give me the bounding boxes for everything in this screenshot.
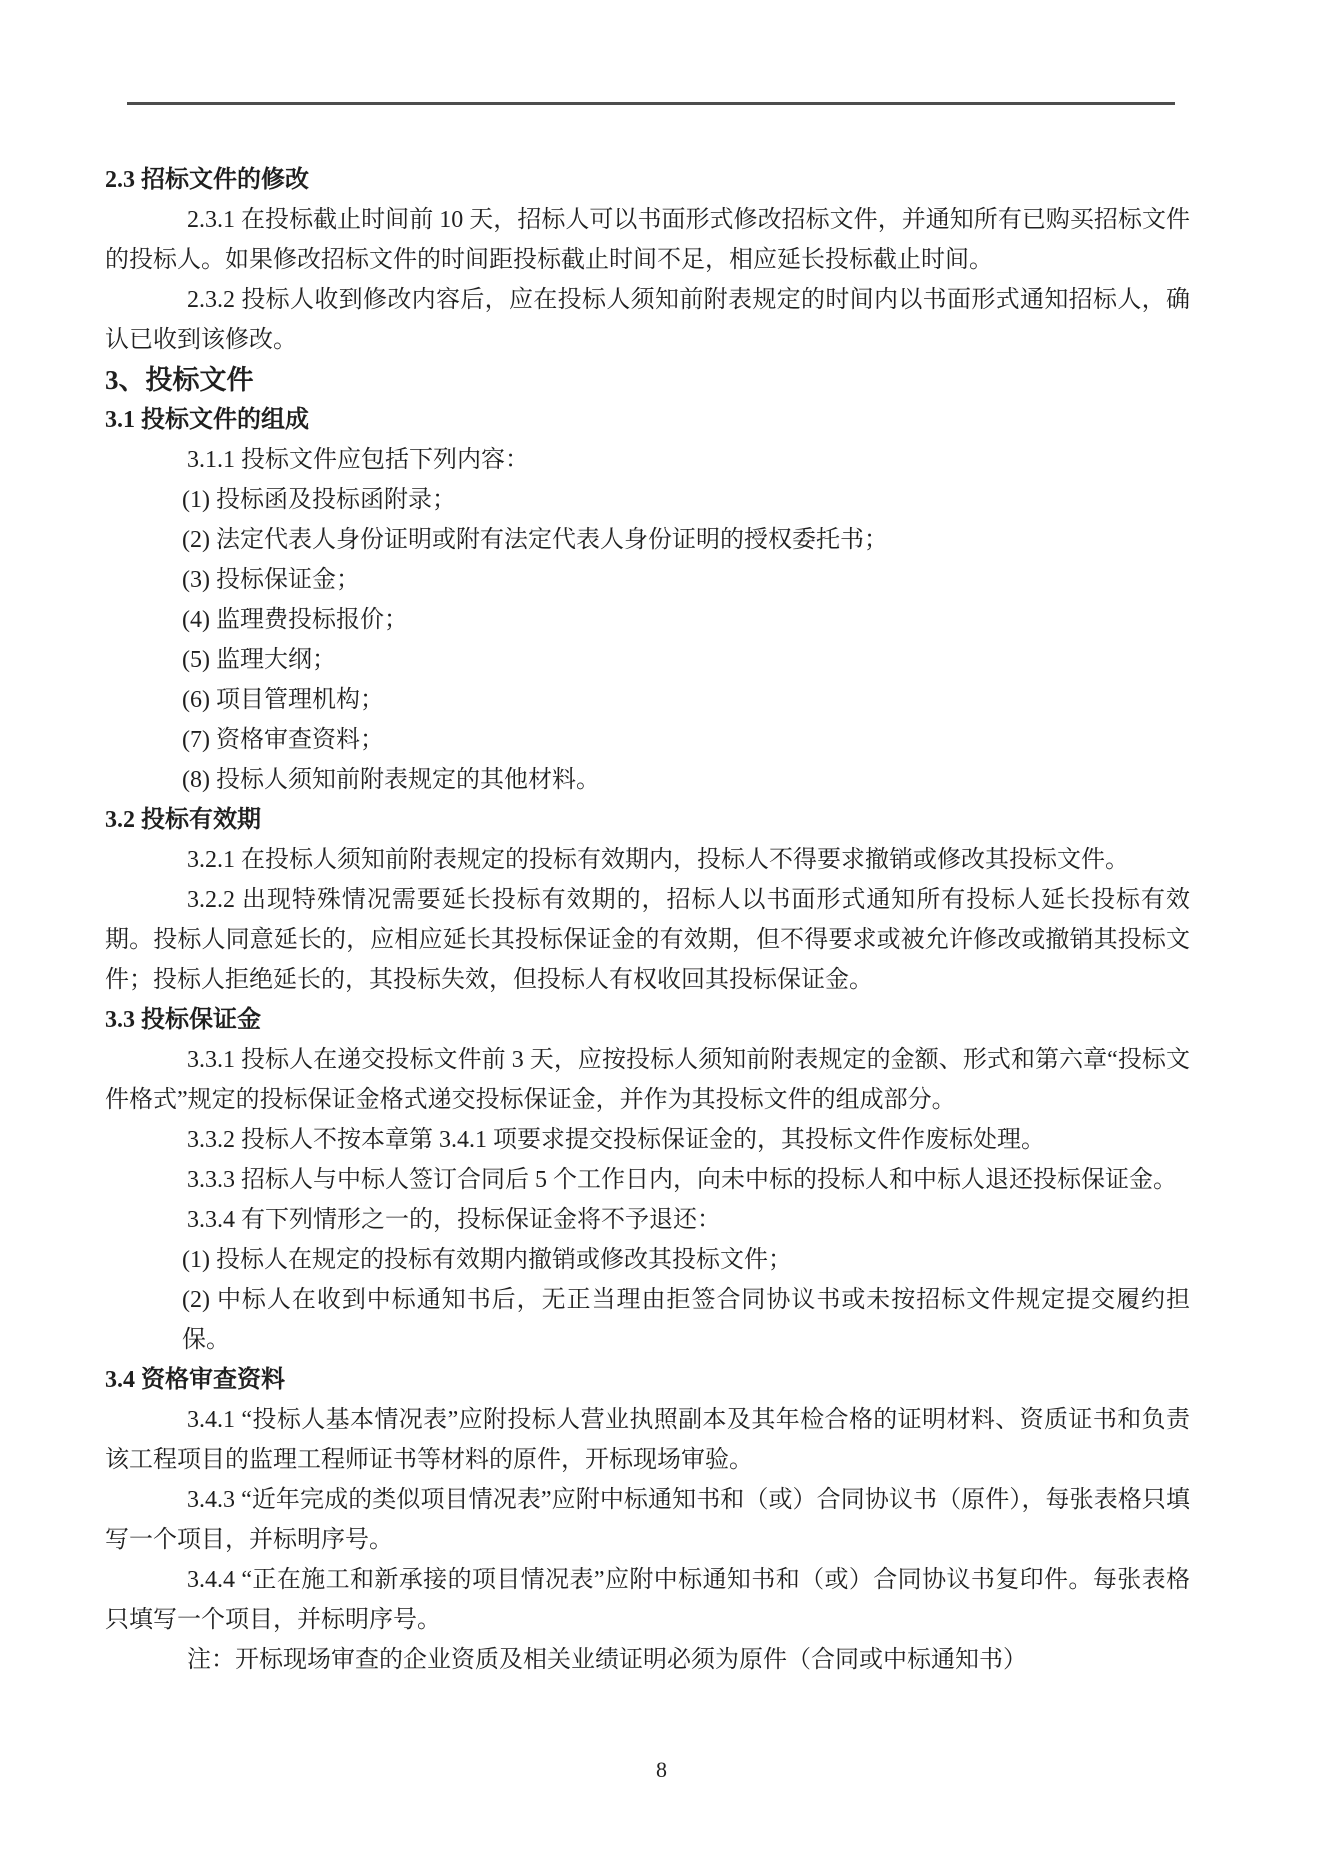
note-paragraph: 注：开标现场审查的企业资质及相关业绩证明必须为原件（合同或中标通知书）: [187, 1647, 1027, 1673]
heading-3-4-qualification-materials: 3.4 资格审查资料: [105, 1367, 285, 1393]
paragraph-3-3-1: 3.3.1 投标人在递交投标文件前 3 天，应按投标人须知前附表规定的金额、形式和第六章“投标文件格式”规定的投标保证金格式递交投标保证金，并作为其投标文件的组成部分。: [105, 1047, 1190, 1113]
paragraph-2-3-2: 2.3.2 投标人收到修改内容后，应在投标人须知前附表规定的时间内以书面形式通知招标人，确认已收到该修改。: [105, 287, 1190, 353]
paragraph-3-1-1: 3.1.1 投标文件应包括下列内容：: [187, 447, 529, 473]
list-item-8: (8) 投标人须知前附表规定的其他材料。: [182, 767, 600, 793]
forfeit-list-item-2: (2) 中标人在收到中标通知书后，无正当理由拒签合同协议书或未按招标文件规定提交履约担保。: [182, 1287, 1190, 1353]
paragraph-3-4-3: 3.4.3 “近年完成的类似项目情况表”应附中标通知书和（或）合同协议书（原件），每张表格只填写一个项目，并标明序号。: [105, 1487, 1190, 1553]
list-item-4: (4) 监理费投标报价；: [182, 607, 408, 633]
paragraph-3-2-1: 3.2.1 在投标人须知前附表规定的投标有效期内，投标人不得要求撤销或修改其投标文件。: [187, 847, 1129, 873]
heading-3-2-bid-validity: 3.2 投标有效期: [105, 807, 261, 833]
list-item-2: (2) 法定代表人身份证明或附有法定代表人身份证明的授权委托书；: [182, 527, 888, 553]
list-item-6: (6) 项目管理机构；: [182, 687, 384, 713]
heading-2-3-modification-of-tender-docs: 2.3 招标文件的修改: [105, 167, 309, 193]
list-item-1: (1) 投标函及投标函附录；: [182, 487, 456, 513]
list-item-3: (3) 投标保证金；: [182, 567, 360, 593]
paragraph-3-4-1: 3.4.1 “投标人基本情况表”应附投标人营业执照副本及其年检合格的证明材料、资质证书和负责该工程项目的监理工程师证书等材料的原件，开标现场审验。: [105, 1407, 1190, 1473]
heading-3-bid-documents: 3、投标文件: [105, 365, 254, 395]
paragraph-3-3-2: 3.3.2 投标人不按本章第 3.4.1 项要求提交投标保证金的，其投标文件作废标处理。: [187, 1127, 1045, 1153]
paragraph-3-4-4: 3.4.4 “正在施工和新承接的项目情况表”应附中标通知书和（或）合同协议书复印件。每张表格只填写一个项目，并标明序号。: [105, 1567, 1190, 1633]
header-rule: [127, 102, 1175, 105]
heading-3-3-bid-security: 3.3 投标保证金: [105, 1007, 261, 1033]
paragraph-2-3-1: 2.3.1 在投标截止时间前 10 天，招标人可以书面形式修改招标文件，并通知所有已购买招标文件的投标人。如果修改招标文件的时间距投标截止时间不足，相应延长投标截止时间。: [105, 207, 1190, 273]
paragraph-3-3-3: 3.3.3 招标人与中标人签订合同后 5 个工作日内，向未中标的投标人和中标人退还投标保证金。: [187, 1167, 1177, 1193]
list-item-5: (5) 监理大纲；: [182, 647, 336, 673]
document-body: [105, 160, 1190, 1680]
forfeit-list-item-1: (1) 投标人在规定的投标有效期内撤销或修改其投标文件；: [182, 1247, 792, 1273]
paragraph-3-2-2: 3.2.2 出现特殊情况需要延长投标有效期的，招标人以书面形式通知所有投标人延长投标有效期。投标人同意延长的，应相应延长其投标保证金的有效期，但不得要求或被允许修改或撤销其投标文件；投标人拒绝延长的，其投标失效，但投标人有权收回其投标保证金。: [105, 887, 1190, 993]
page-number: 8: [656, 1757, 667, 1782]
paragraph-3-3-4: 3.3.4 有下列情形之一的，投标保证金将不予退还：: [187, 1207, 721, 1233]
list-item-7: (7) 资格审查资料；: [182, 727, 384, 753]
heading-3-1-composition: 3.1 投标文件的组成: [105, 407, 309, 433]
